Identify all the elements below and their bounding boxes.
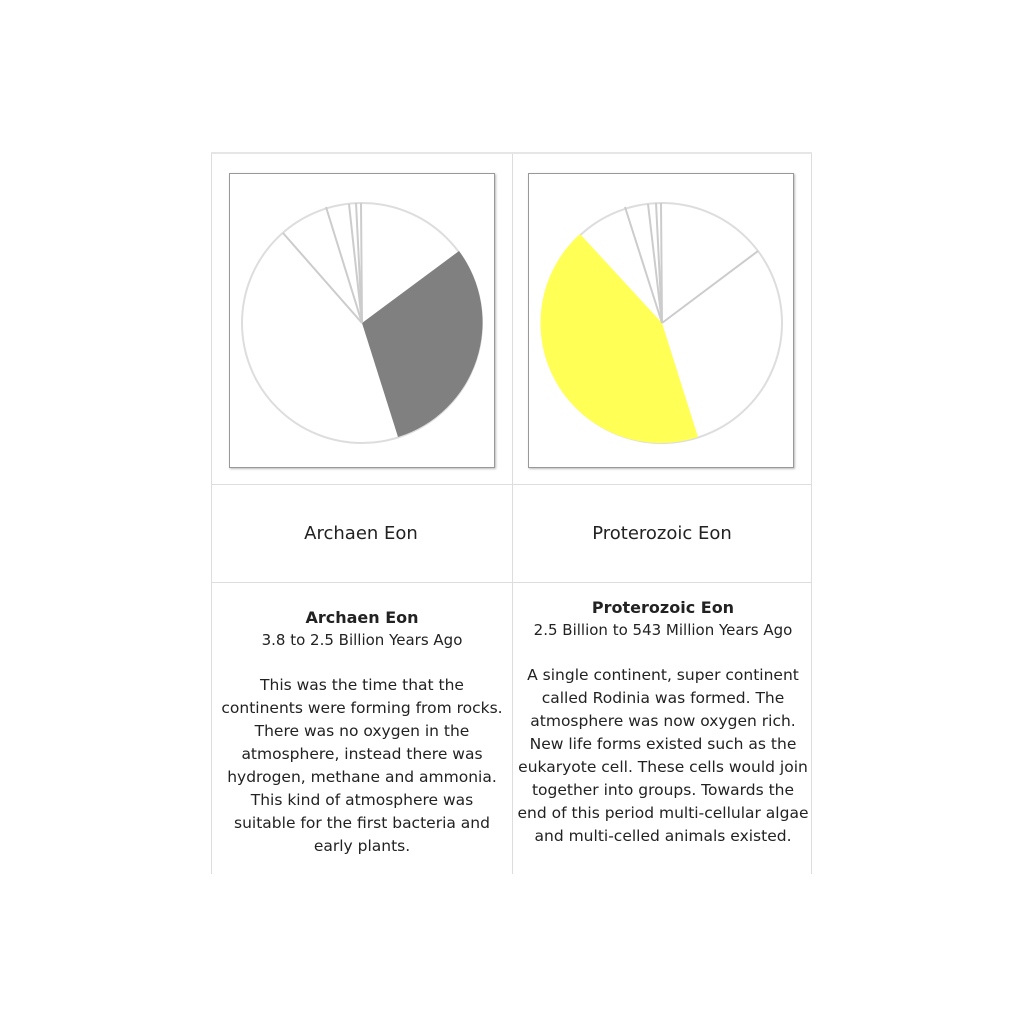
proterozoic-pie-image: [528, 173, 794, 468]
proterozoic-description-card: [513, 596, 813, 848]
archaen-range: 3.8 to 2.5 Billion Years Ago: [261, 631, 463, 649]
archaen-title: Archaen Eon: [304, 522, 418, 544]
proterozoic-title: Proterozoic Eon: [592, 522, 732, 544]
divider: [211, 582, 812, 583]
eon-cards-table: [211, 152, 812, 874]
proterozoic-description: A single continent, super continent called Rodinia was formed. The atmosphere was now oxygen rich. New life forms existed such as the eukaryote cell. These cells would join together into groups. Towards the end of this period multi-cellular algae and multi-celled animals existed.: [517, 666, 809, 845]
proterozoic-heading: Proterozoic Eon: [591, 598, 735, 617]
archaen-heading: Archaen Eon: [305, 608, 419, 627]
archaen-pie-chart: [230, 174, 494, 467]
archaen-description: This was the time that the continents were forming from rocks. There was no oxygen in the atmosphere, instead there was hydrogen, methane and ammonia. This kind of atmosphere was suitable for the first bacteria and early plants.: [221, 676, 503, 855]
proterozoic-pie-chart: [529, 174, 793, 467]
proterozoic-range: 2.5 Billion to 543 Million Years Ago: [533, 621, 793, 639]
archaen-pie-image: [229, 173, 495, 468]
archaen-description-card: [212, 606, 512, 858]
